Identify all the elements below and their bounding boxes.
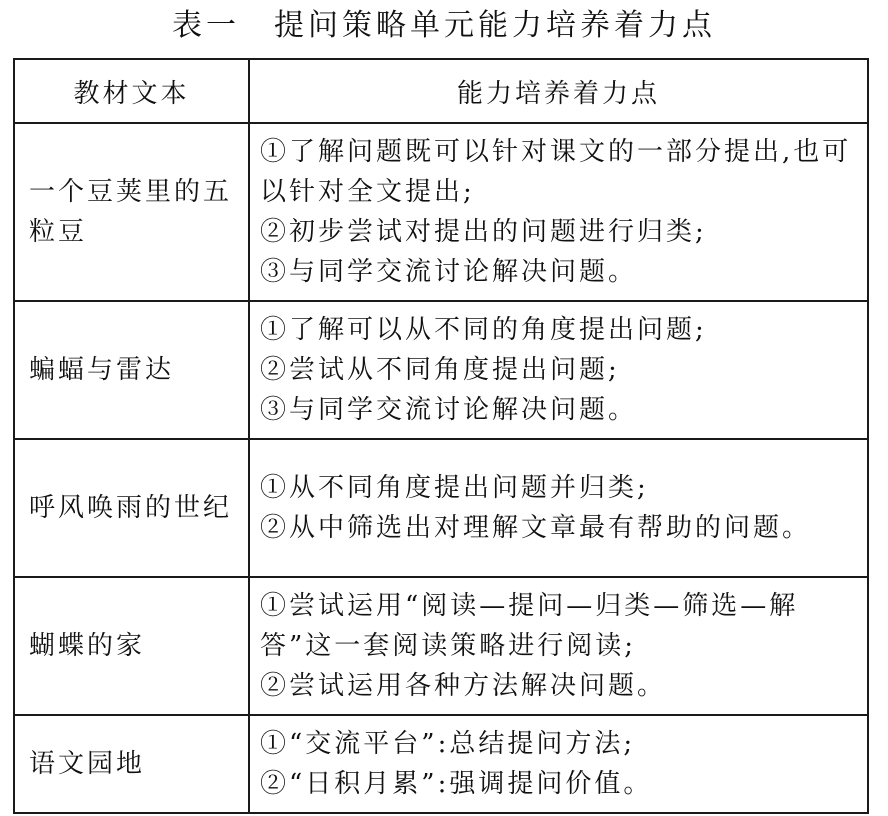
table-row xyxy=(14,577,868,715)
row-text-title: 呼风唤雨的世纪 xyxy=(14,439,249,577)
header-focus-column: 能力培养着力点 xyxy=(249,59,868,123)
focus-point: ①“交流平台”:总结提问方法; xyxy=(260,729,636,759)
focus-point: ②尝试从不同角度提出问题; xyxy=(260,355,620,385)
table-row xyxy=(14,439,868,577)
ability-focus-table xyxy=(13,58,869,814)
table-header-row xyxy=(14,59,868,123)
row-focus-points xyxy=(249,301,868,439)
row-text-title: 蝙蝠与雷达 xyxy=(14,301,249,439)
focus-point: ①尝试运用“阅读—提问—归类—筛选—解答”这一套阅读策略进行阅读; xyxy=(260,591,799,661)
table-caption: 表一 提问策略单元能力培养着力点 xyxy=(172,8,716,43)
row-text-title: 语文园地 xyxy=(14,715,249,813)
focus-point: ③与同学交流讨论解决问题。 xyxy=(260,257,638,287)
row-text-title: 蝴蝶的家 xyxy=(14,577,249,715)
row-text-title: 一个豆荚里的五粒豆 xyxy=(14,123,249,301)
focus-point: ②从中筛选出对理解文章最有帮助的问题。 xyxy=(260,513,812,543)
focus-point: ①从不同角度提出问题并归类; xyxy=(260,473,649,503)
focus-point: ②尝试运用各种方法解决问题。 xyxy=(260,671,667,701)
table-row xyxy=(14,715,868,813)
focus-point: ①了解可以从不同的角度提出问题; xyxy=(260,315,707,345)
focus-point: ①了解问题既可以针对课文的一部分提出,也可以针对全文提出; xyxy=(260,137,852,207)
row-focus-points xyxy=(249,439,868,577)
focus-point: ③与同学交流讨论解决问题。 xyxy=(260,395,638,425)
table-row xyxy=(14,301,868,439)
table-row xyxy=(14,123,868,301)
focus-point: ②“日积月累”:强调提问价值。 xyxy=(260,769,653,799)
row-focus-points xyxy=(249,123,868,301)
row-focus-points xyxy=(249,577,868,715)
header-text-column: 教材文本 xyxy=(14,59,249,123)
focus-point: ②初步尝试对提出的问题进行归类; xyxy=(260,217,707,247)
row-focus-points xyxy=(249,715,868,813)
